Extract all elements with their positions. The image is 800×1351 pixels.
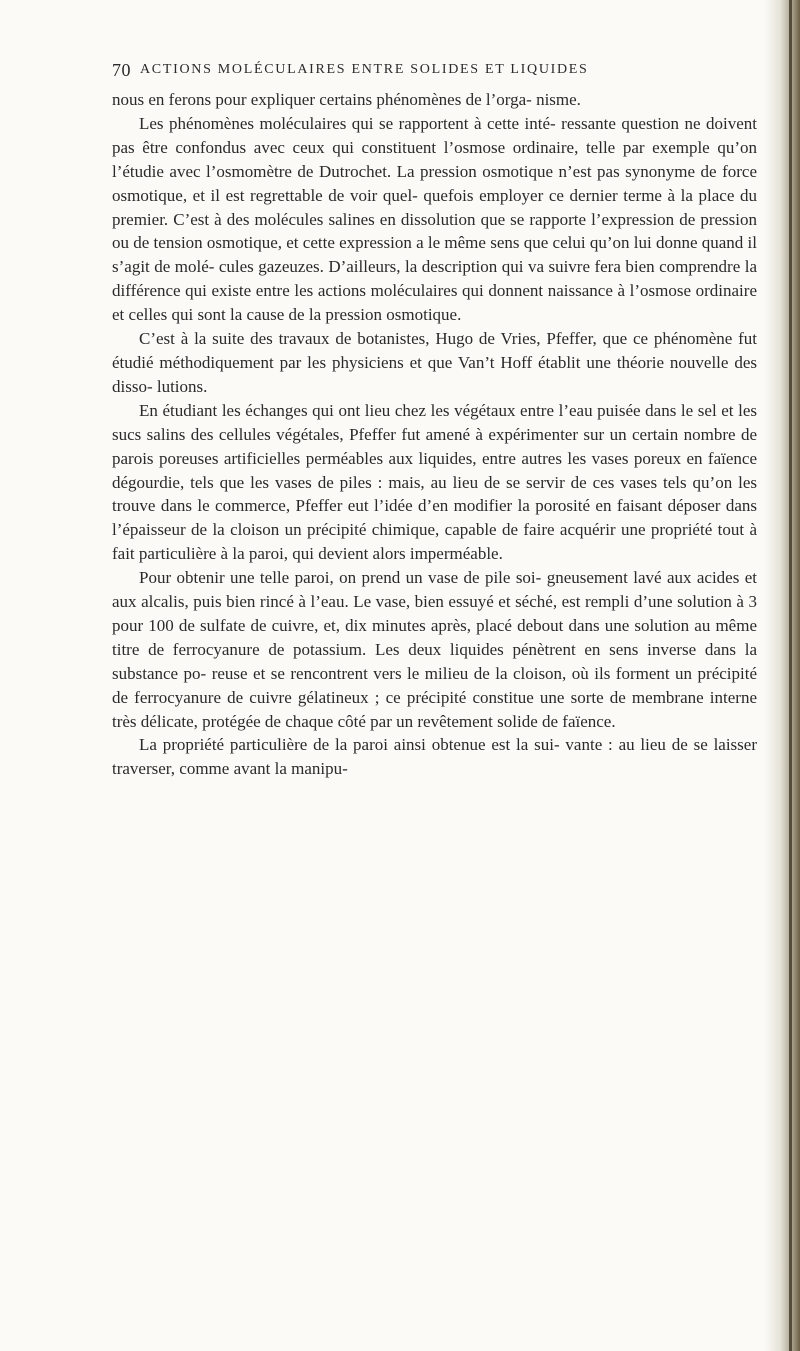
paragraph-continuation: nous en ferons pour expliquer certains phénomènes de l’orga- nisme. (112, 90, 581, 109)
paragraph-paroi-preparation: Pour obtenir une telle paroi, on prend un vase de pile soi- gneusement lavé aux acides et aux alcalis, puis bien rincé à l’eau. Le vase, bien essuyé et séché, est rempli d’une solution à 3 pour 100 de sulfate de cuivre, et, dix minutes après, placé debout dans une solution au même titre de ferrocyanure de potassium. Les deux liquides pénètrent en sens inverse dans la substance po- reuse et se rencontrent vers le milieu de la cloison, où ils forment un précipité de ferrocyanure de cuivre gélatineux ; ce précipité constitue une sorte de membrane interne très délicate, protégée de chaque côté par un revêtement solide de faïence. (112, 568, 757, 731)
page-body (112, 88, 757, 781)
page-number: 70 (112, 60, 131, 80)
paragraph-osmose-distinction: Les phénomènes moléculaires qui se rapportent à cette inté- ressante question ne doivent pas être confondus avec ceux qui constituent l’osmose ordinaire, telle par exemple qu’on l’étudie avec l’osmomètre de Dutrochet. La pression osmotique n’est pas synonyme de force osmotique, et il est regrettable de voir quel- quefois employer ce dernier terme à la place du premier. C’est à des molécules salines en dissolution que se rapporte l’expression de pression ou de tension osmotique, et cette expression a le même sens que celui qu’on lui donne quand il s’agit de molé- cules gazeuzes. D’ailleurs, la description qui va suivre fera bien comprendre la différence qui existe entre les actions moléculaires qui donnent naissance à l’osmose ordinaire et celles qui sont la cause de la pression osmotique. (112, 113, 757, 325)
paragraph-paroi-property: La propriété particulière de la paroi ainsi obtenue est la sui- vante : au lieu de se laisser traverser, comme avant la manipu- (112, 735, 757, 779)
running-head: ACTIONS MOLÉCULAIRES ENTRE SOLIDES ET LIQUIDES (140, 62, 589, 77)
binding-edge (789, 0, 792, 1351)
paragraph-pfeffer-experiments: En étudiant les échanges qui ont lieu chez les végétaux entre l’eau puisée dans le sel et les sucs salins des cellules végétales, Pfeffer fut amené à expérimenter sur un certain nombre de parois poreuses artificielles perméables aux liquides, entre autres les vases poreux en faïence dégourdie, tels que les vases de piles : mais, au lieu de se servir de ces vases tels qu’on les trouve dans le commerce, Pfeffer eut l’idée d’en modifier la porosité en faisant déposer dans l’épaisseur de la cloison un précipité chimique, capable de faire acquérir une propriété tout à fait particulière à la paroi, qui devient alors imperméable. (112, 400, 757, 564)
paragraph-botanists: C’est à la suite des travaux de botanistes, Hugo de Vries, Pfeffer, que ce phénomène fut étudié méthodiquement par les physiciens et que Van’t Hoff établit une théorie nouvelle des disso- lutions. (112, 329, 757, 396)
page-header (112, 60, 752, 84)
page-edge-shadow (764, 0, 800, 1351)
